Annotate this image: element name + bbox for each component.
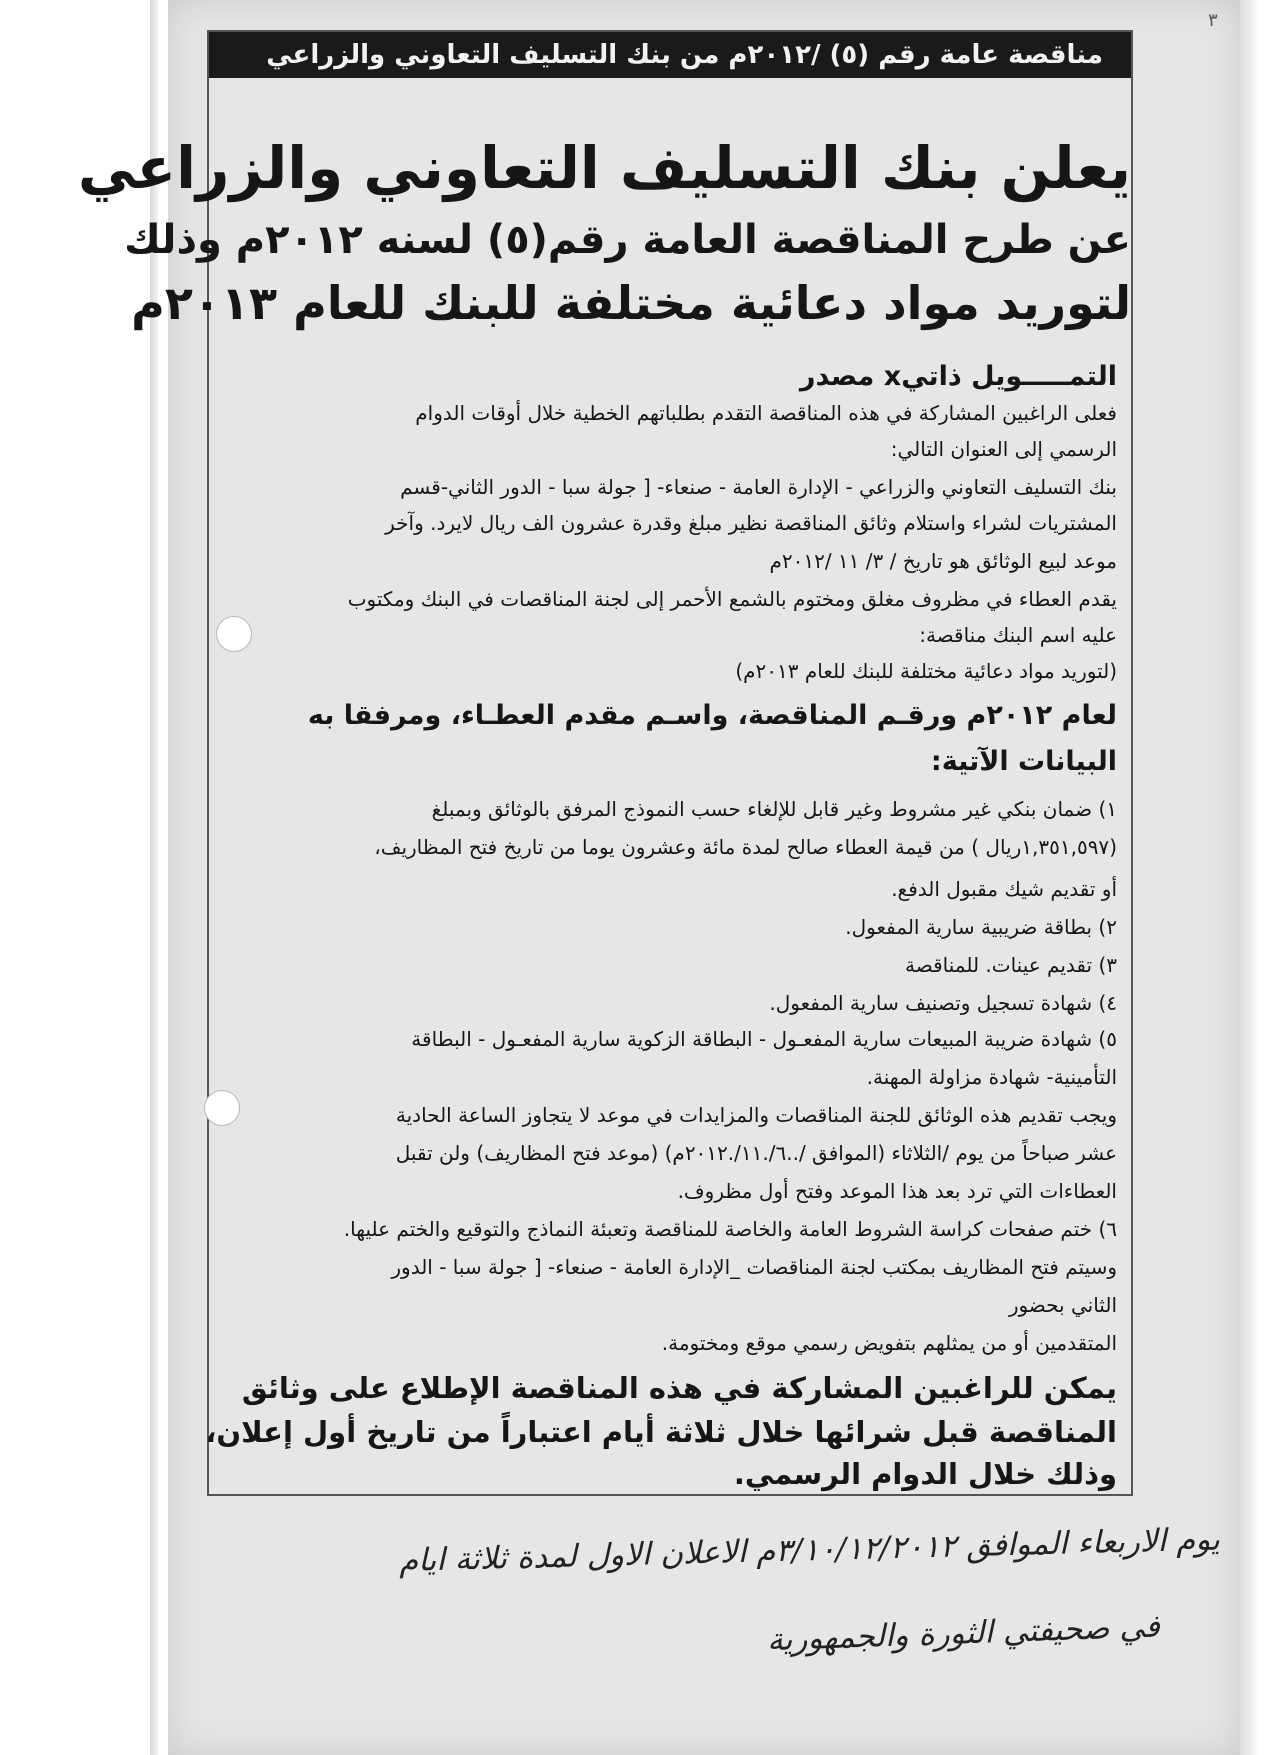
- financing-line: التمـــــويل ذاتيx مصدر: [799, 361, 1117, 392]
- list-line: وسيتم فتح المظاريف بمكتب لجنة المناقصات _الإدارة العامة - صنعاء- [ جولة سبا - الدور: [391, 1255, 1117, 1279]
- clipping-right-edge: [1240, 0, 1260, 1755]
- body-line: يقدم العطاء في مظروف مغلق ومختوم بالشمع الأحمر إلى لجنة المناقصات في البنك ومكتوب: [347, 587, 1117, 611]
- body-line: (لتوريد مواد دعائية مختلفة للبنك للعام ٢٠١٣م): [735, 659, 1117, 683]
- closing-line: يمكن للراغبين المشاركة في هذه المناقصة الإطلاع على وثائق: [241, 1371, 1117, 1405]
- handwritten-note: في صحيفتي الثورة والجمهورية: [766, 1608, 1161, 1659]
- list-line: ٤) شهادة تسجيل وتصنيف سارية المفعول.: [769, 991, 1117, 1015]
- body-line: الرسمي إلى العنوان التالي:: [890, 437, 1117, 461]
- list-line: ١) ضمان بنكي غير مشروط وغير قابل للإلغاء حسب النموذج المرفق بالوثائق وبمبلغ: [431, 797, 1117, 821]
- bold-line: لعام ٢٠١٢م ورقـم المناقصة، واسـم مقدم العطـاء، ومرفقا به: [307, 700, 1117, 731]
- closing-line: وذلك خلال الدوام الرسمي.: [733, 1457, 1117, 1491]
- list-line: التأمينية- شهادة مزاولة المهنة.: [866, 1065, 1117, 1089]
- subhead-tender-announcement: عن طرح المناقصة العامة رقم(٥) لسنه ٢٠١٢م وذلك: [124, 217, 1131, 263]
- bold-line: البيانات الآتية:: [930, 746, 1117, 777]
- closing-line: المناقصة قبل شرائها خلال ثلاثة أيام اعتباراً من تاريخ أول إعلان،: [205, 1415, 1117, 1449]
- handwritten-note: يوم الاربعاء الموافق ٣/١٠/١٢/٢٠١٢م الاعلان الاول لمدة ثلاثة ايام: [398, 1521, 1221, 1580]
- list-line: أو تقديم شيك مقبول الدفع.: [891, 877, 1117, 901]
- list-line: الثاني بحضور: [1008, 1293, 1117, 1317]
- body-line: عليه اسم البنك مناقصة:: [919, 623, 1117, 647]
- body-line: بنك التسليف التعاوني والزراعي - الإدارة العامة - صنعاء- [ جولة سبا - الدور الثاني-قسم: [400, 475, 1117, 499]
- list-line: المتقدمين أو من يمثلهم بتفويض رسمي موقع ومختومة.: [661, 1331, 1117, 1355]
- corner-mark: ٣: [1208, 10, 1218, 31]
- header-bar: مناقصة عامة رقم (٥) /٢٠١٢م من بنك التسليف التعاوني والزراعي: [209, 32, 1131, 78]
- list-line: ٦) ختم صفحات كراسة الشروط العامة والخاصة للمناقصة وتعبئة النماذج والتوقيع والختم عليها.: [343, 1217, 1117, 1241]
- list-line: ٥) شهادة ضريبة المبيعات سارية المفعـول - البطاقة الزكوية سارية المفعـول - البطاقة: [411, 1027, 1117, 1051]
- body-line: فعلى الراغبين المشاركة في هذه المناقصة التقدم بطلباتهم الخطية خلال أوقات الدوام: [415, 401, 1117, 425]
- list-line: عشر صباحاً من يوم /الثلاثاء (الموافق /..٦/.١١/.٢٠١٢م) (موعد فتح المظاريف) ولن تقبل: [395, 1141, 1117, 1165]
- subhead-tender-subject: لتوريد مواد دعائية مختلفة للبنك للعام ٢٠١٣م: [131, 276, 1131, 330]
- list-line: (١,٣٥١,٥٩٧ريال ) من قيمة العطاء صالح لمدة مائة وعشرون يوما من تاريخ فتح المظاريف،: [374, 835, 1117, 859]
- body-line: المشتريات لشراء واستلام وثائق المناقصة نظير مبلغ وقدرة عشرون الف ريال لايرد. وآخر: [385, 511, 1117, 535]
- tender-advertisement: [77, 30, 1133, 1496]
- body-line: موعد لبيع الوثائق هو تاريخ / ٣/ ١١ /٢٠١٢م: [769, 549, 1117, 573]
- list-line: ٣) تقديم عينات. للمناقصة: [905, 953, 1117, 977]
- list-line: ٢) بطاقة ضريبية سارية المفعول.: [845, 915, 1117, 939]
- punch-hole: [216, 616, 252, 652]
- list-line: ويجب تقديم هذه الوثائق للجنة المناقصات والمزايدات في موعد لا يتجاوز الساعة الحادية: [395, 1103, 1117, 1127]
- headline: يعلن بنك التسليف التعاوني والزراعي: [77, 134, 1131, 202]
- punch-hole: [204, 1090, 240, 1126]
- list-line: العطاءات التي ترد بعد هذا الموعد وفتح أول مظروف.: [677, 1179, 1117, 1203]
